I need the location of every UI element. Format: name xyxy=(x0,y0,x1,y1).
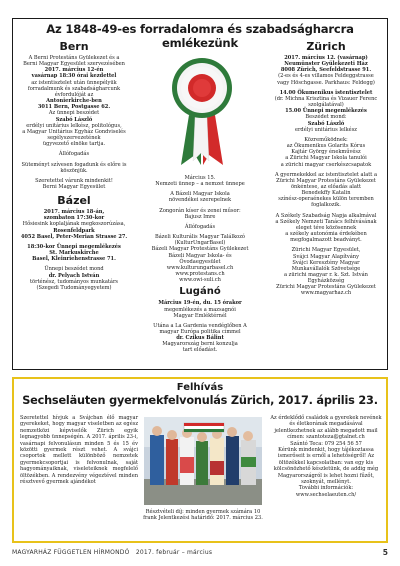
text-line: Állófogadás xyxy=(58,151,90,158)
text-line: Egyházközség xyxy=(307,278,345,285)
text-line: www.owi-suli.ch xyxy=(179,277,221,284)
text-line: Szabó László xyxy=(55,116,93,123)
text-line: Berni Magyar Egyesület szervezésében xyxy=(23,61,125,68)
text-line: A Székely Szabadság Napja alkalmával xyxy=(275,212,377,219)
more-info-label: További információk: xyxy=(298,485,354,492)
text-line: a zürichi magyar r. k. Szt. István xyxy=(284,272,368,278)
text-line: történész, tudományos munkatárs xyxy=(29,278,119,285)
text-line: Zürichi Magyar Protestáns Gyülekezet xyxy=(276,284,376,291)
text-line: Kajtár György énekművész xyxy=(291,149,361,156)
text-line: a Zürichi Magyar Iskola tanulói xyxy=(285,155,367,162)
footer-publication: MAGYARHÁZ FÜGGETLEN HÍRMONDÓ 2017. február – március xyxy=(12,549,213,556)
text-line: az istentisztelet után ünnepélyük xyxy=(31,79,117,86)
lugano-text xyxy=(135,300,265,353)
invitation-text: Szeretettel hívjuk a Svájcban élő magyar gyerekeket, hogy magyar viseletben az egész nemzetközi képviselők Zürich egyik legnagyobb ünnepségén. A 2017. április 23-i, vasárnapi felvonulásun minden 5 és 15 év közötti gyermek részt vehet. A svájci csoportok mellett különböző nemzetek gyermekcsoportjai is felvonulnak, saját hagyományaiknak, viseleteiknek megfelelő öltözékben. A rendezvény végeztével minden résztvevő gyermek ajándékot xyxy=(20,415,138,486)
text-line: erdélyi unitárius lelkész xyxy=(294,126,357,133)
text-line: 8008 Zürich, Seefeldstrasse 91. xyxy=(280,67,372,74)
text-line: www.protestans.ch xyxy=(175,271,225,278)
zurich-text xyxy=(270,55,382,297)
text-line: 15.00 Ünnepi megemlékezés xyxy=(285,108,367,115)
text-line: megemlékezés a mazsagnói xyxy=(164,306,236,313)
text-line: Zürichi Magyar Protestáns Gyülekezet xyxy=(276,177,376,184)
text-line: dr. Czikus Bálint xyxy=(176,335,224,342)
text-line: 14.00 Ökumenikus istentisztelet xyxy=(279,89,373,96)
bern-heading: Bern xyxy=(59,40,89,53)
text-line: Bajusz Imre xyxy=(184,213,216,220)
text-line: 2017. március 18-án, xyxy=(43,209,105,216)
text-line: A Bázeli Magyar Iskola xyxy=(170,191,230,198)
text-line: Szeretettel várunk mindenkit! xyxy=(35,177,113,184)
text-line: vasárnap 18:30 órai kezdettel xyxy=(31,73,117,80)
text-line: 3011 Bern, Postgasse 62. xyxy=(37,104,111,111)
text-line: foglalkozik. xyxy=(311,202,341,209)
middle-text xyxy=(135,175,265,283)
text-line: A Berni Protestáns Gyülekezet és a xyxy=(28,55,120,61)
text-line: erdélyi unitárius lelkész, politológus, xyxy=(26,122,122,129)
text-line: Berni Magyar Egyesület xyxy=(42,183,106,190)
text-line: 2017. március 12. (vasárnap) xyxy=(284,55,368,61)
text-line: Svájci Magyar Alapítvány xyxy=(293,253,359,260)
text-line: Közreműködnek: xyxy=(304,136,348,143)
registration-text xyxy=(269,415,383,498)
text-line: Utána a La Gardenia vendéglőben A xyxy=(153,322,247,329)
text-line: (dr. Michna Krisztina és Vizauer Ferenc xyxy=(274,95,378,102)
text-line: megfogalmazott beadványt. xyxy=(290,237,362,244)
text-line: Magyar Emléktérnél xyxy=(173,312,227,319)
text-line: St. Markuskirche xyxy=(49,250,99,257)
text-line: Bázeli Magyar Iskola- és xyxy=(168,252,232,259)
costume-info: Kérünk mindenkit, hogy tájékoztassa ismerőseit is ernől a lehetőségről! Az öltözékkel kapcsolatban: van egy kis kölcsönözhető készletünk, de addig még Magyarországról is lehet hozni fűzőt, szoknyát, mellényt. xyxy=(273,447,379,486)
text-line: www.magyarhaz.ch xyxy=(300,290,352,297)
text-line: Benedekffy Katalin xyxy=(301,190,351,197)
text-line: Zürichi Magyar Egyesület, xyxy=(291,247,361,254)
text-line: a Magyar Unitárius Egyház Gondviselés xyxy=(22,128,126,135)
text-line: (2-es és 4-es villamos Feldeggstrasse xyxy=(278,73,374,80)
text-line: 4052 Basel, Peter-Merian Strasse 27. xyxy=(20,233,128,240)
text-line: Március 19-én, du. 15 órakor xyxy=(158,300,242,307)
text-line: Munkavállalók Szövetsége xyxy=(291,265,361,272)
middle-column xyxy=(135,175,265,354)
text-line: Süteményt szívesen fogadunk és előre is xyxy=(21,161,127,168)
registration-intro: Az érdeklődő családok a gyerekek nevének és életkorának megadásával jelentkezhetnek az alább megadott mail címen: szantoteza@gtalnet.ch xyxy=(270,415,382,441)
lugano-heading: Lugánó xyxy=(179,286,221,298)
text-line: magyar Európa politika címmel xyxy=(159,328,241,335)
text-line: (Szegedi Tudományegyetem) xyxy=(36,284,112,291)
text-line: vagy Höschgasse. Parkhaus: Feldegg) xyxy=(277,79,375,86)
text-line: növendékei szerepelnek xyxy=(168,197,232,204)
more-info-link[interactable]: www.sechselaeuten.ch/ xyxy=(295,491,357,498)
text-line: 2017. március 12-én xyxy=(44,67,104,74)
text-line: 18:30-kor Ünnepi megemlékezés xyxy=(27,243,121,250)
text-line: (KulturUngarBasel) xyxy=(174,240,226,247)
contact-phone: Szántó Teca: 079 254 56 57 xyxy=(290,440,362,447)
text-line: a zürichi magyar cserkészcsapatok xyxy=(280,161,372,168)
bern-basel-column xyxy=(19,39,129,291)
text-line: dr. Pelyach István xyxy=(48,272,100,279)
text-line: Ünnepi beszédet mond xyxy=(44,266,104,273)
text-line: önkéntese, az előadás alatt xyxy=(290,183,362,190)
basel-heading: Bázel xyxy=(57,194,91,208)
text-line: színész-operaénekes külön teremben xyxy=(278,196,374,203)
zurich-heading: Zürich xyxy=(306,40,346,53)
text-line: Az ünnepi beszédet xyxy=(48,110,100,117)
text-line: a székely autonómia érdekében xyxy=(285,231,367,238)
text-line: szolgálatával) xyxy=(308,102,344,109)
text-line: a Székely Nemzeti Tanács felhívásának xyxy=(275,218,377,225)
text-line: Óvodaegyesület xyxy=(179,258,221,265)
text-line: az Ökumenikus Golarits Kórus xyxy=(286,143,366,150)
text-line: Neumünster Gyülekezeti Ház xyxy=(284,61,368,68)
text-line: Bázeli Magyar Protestáns Gyülekezet xyxy=(151,246,249,253)
text-line: Svájci Keresztény Magyar xyxy=(292,259,360,266)
text-line: eleget téve közösennek xyxy=(295,224,357,231)
commemoration-title: Az 1848-49-es forradalomra és szabadságharcra emlékezünk xyxy=(46,22,354,50)
sechselauten-title: Sechseläuten gyermekfelvonulás Zürich, 2017. április 23. xyxy=(22,394,378,407)
text-line: szombaton 17:30-kor xyxy=(43,215,105,222)
text-line: Bázeli Kulturális Magyar Találkozó xyxy=(155,234,245,241)
text-line: tart előadást. xyxy=(182,347,218,354)
zurich-column xyxy=(270,39,382,297)
text-line: Állófogadás xyxy=(184,223,216,230)
text-line: köszönjük. xyxy=(60,167,88,174)
text-line: www.kulturungarbasel.ch xyxy=(166,264,234,271)
text-line: ügyvezető elnöke tartja. xyxy=(42,141,106,148)
text-line: Beszédet mond: xyxy=(305,114,347,121)
commemoration-box xyxy=(12,18,388,370)
text-line: segélyszervezetének xyxy=(47,135,101,142)
text-line: Hősiesink koplaljának megkoszorúzása, xyxy=(22,221,126,228)
text-line: Basel, Kleinriehenstrasse 71. xyxy=(32,256,116,263)
sechselauten-box xyxy=(12,377,388,543)
text-line: Szabó László xyxy=(307,120,345,127)
children-parade-photo xyxy=(144,417,262,505)
felhivas-heading: Felhívás xyxy=(176,382,224,393)
text-line: A gyermekekkel az istentisztelet alatt a xyxy=(275,171,377,178)
text-line: Zongorán kíser és zenei műsor: xyxy=(159,207,241,214)
text-line: Március 15. xyxy=(184,175,216,181)
text-line: Magyarország berni konzulja xyxy=(162,341,238,348)
bern-text xyxy=(19,55,129,190)
text-line: Antonierkirche-ben xyxy=(46,98,102,105)
photo-caption: Résztvételi díj: minden gyermek számára 10 frank Jelentkezési határidő: 2017. március 23. xyxy=(143,509,263,522)
text-line: évfordulóját az xyxy=(54,91,94,98)
text-line: Nemzeti ünnep – a nemzet ünnepe xyxy=(155,181,245,188)
page-number: 5 xyxy=(382,548,388,557)
basel-text xyxy=(19,209,129,291)
text-line: forradalmunk és szabadságharcunk xyxy=(27,85,121,92)
text-line: Rosenfeldpark xyxy=(53,227,95,234)
kokarda-icon xyxy=(171,57,233,167)
